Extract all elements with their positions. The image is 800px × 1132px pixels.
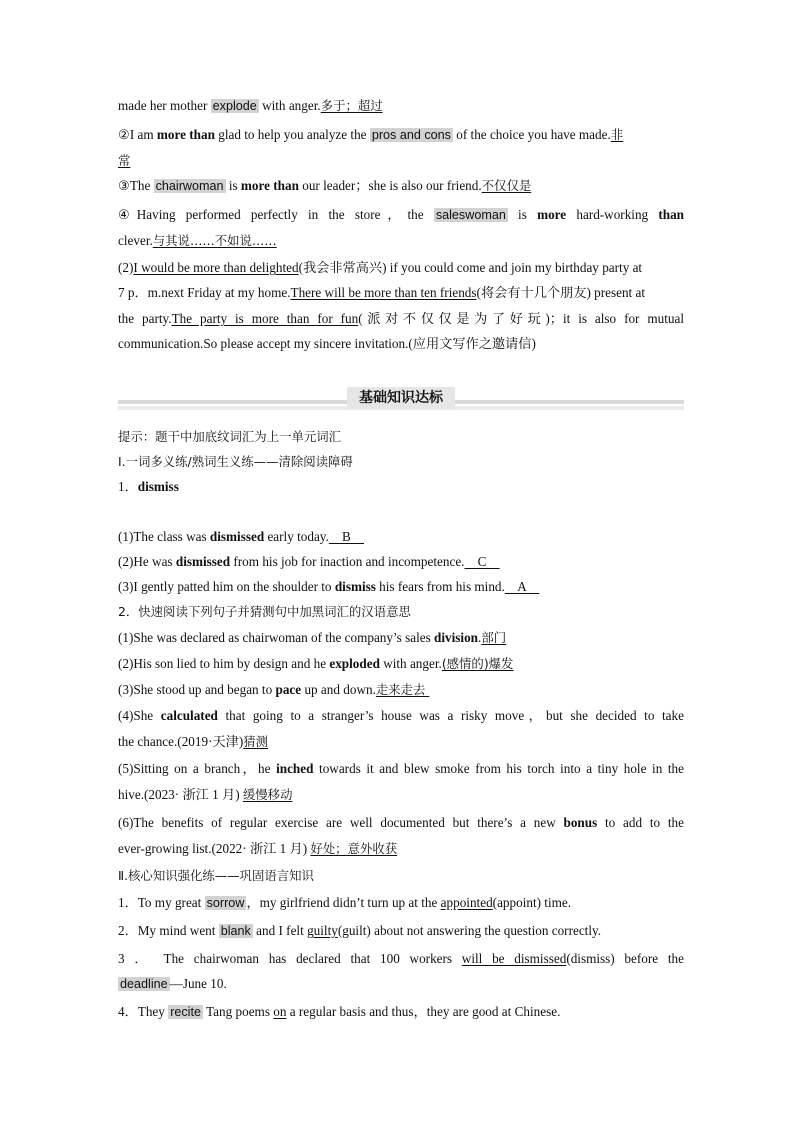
answer-blank: B [328,529,365,544]
section-2-title: Ⅱ.核心知识强化练——巩固语言知识 [118,868,314,883]
highlighted-word: chairwoman [155,179,224,193]
answer-text: will be dismissed [461,951,567,966]
q2-item-3: (3)She stood up and began to pace up and down.走来走去 [118,682,430,697]
q2-item-6-cont: ever-growing list.(2022· 浙江 1 月) 好处；意外收获 [118,841,398,856]
answer-text: I would be more than delighted [133,260,299,275]
s2-item-3: 3 ． The chairwoman has declared that 100 workers will be dismissed(dismiss) before the [118,951,684,966]
highlighted-word: pros and cons [371,128,451,142]
example-line-1: made her mother explode with anger.多于；超过 [118,98,383,113]
s2-item-3-cont: deadline —June 10. [120,976,227,991]
answer-text: 部门 [481,630,507,645]
highlighted-word: sorrow [206,896,245,910]
paragraph-2-line-1: (2)I would be more than delighted(我会非常高兴) if you could come and join my birthday party at [118,260,643,275]
answer-text: guilty [307,923,338,938]
highlighted-word: saleswoman [435,208,506,222]
example-line-3: ③The chairwoman is more than our leader；she is also our friend.不仅仅是 [118,178,532,193]
question-1-heading: 1．dismiss [118,479,179,494]
q1-item-2: (2)He was dismissed from his job for inaction and incompetence. C [118,554,500,569]
q1-item-3: (3)I gently patted him on the shoulder to dismiss his fears from his mind. A [118,579,540,594]
highlighted-word: recite [170,1005,201,1019]
tip-line: 提示：题干中加底纹词汇为上一单元词汇 [118,429,342,444]
answer-text: The party is more than for fun [171,311,359,326]
q2-item-5-cont: hive.(2023· 浙江 1 月) 缓慢移动 [118,787,293,802]
highlighted-word: blank [220,924,251,938]
answer-text: 常 [118,153,131,168]
q2-item-2: (2)His son lied to him by design and he exploded with anger.(感情的)爆发 [118,656,514,671]
answer-text: 缓慢移动 [242,787,293,802]
highlighted-word: explode [212,99,257,113]
answer-text: 好处；意外收获 [310,841,398,856]
s2-item-1: 1．To my great sorrow ，my girlfriend didn’t turn up at the appointed(appoint) time. [118,895,572,910]
question-2-heading: 2．快速阅读下列句子并猜测句中加黑词汇的汉语意思 [118,604,411,619]
answer-text: There will be more than ten friends [290,285,477,300]
answer-text: 与其说……不如说…… [152,233,277,248]
example-line-4-cont: clever.与其说……不如说…… [118,233,277,248]
q2-item-4: (4)She calculated that going to a stranger’s house was a risky move，but she decided to take [118,708,684,723]
answer-blank: A [504,579,540,594]
banner-title: 基础知识达标 [347,387,455,409]
highlighted-word: deadline [120,977,168,991]
q1-item-1: (1)The class was dismissed early today. B [118,529,365,544]
section-1-title: Ⅰ.一词多义练/熟词生义练——清除阅读障碍 [118,454,353,469]
q2-item-1: (1)She was declared as chairwoman of the company’s sales division.部门 [118,630,507,645]
paragraph-2-line-2: 7 p．m.next Friday at my home.There will be more than ten friends(将会有十几个朋友) present at [118,285,646,300]
q2-item-4-cont: the chance.(2019·天津)猜测 [118,734,269,749]
answer-text: appointed [440,895,493,910]
answer-blank: C [464,554,500,569]
s2-item-2: 2．My mind went blank and I felt guilty(guilt) about not answering the question correctly. [118,923,602,938]
s2-item-4: 4．They recite Tang poems on a regular basis and thus，they are good at Chinese. [118,1004,561,1019]
answer-text: (感情的)爆发 [441,656,514,671]
answer-text: 不仅仅是 [481,178,532,193]
answer-text: 走来走去 [375,682,430,697]
q2-item-5: (5)Sitting on a branch，he inched towards it and blew smoke from his torch into a tiny hole in the [118,761,685,776]
answer-text: 猜测 [243,734,269,749]
paragraph-2-line-4: communication.So please accept my sincere invitation.(应用文写作之邀请信) [118,336,536,351]
example-line-2-cont [118,152,684,170]
answer-text: 多于；超过 [320,98,383,113]
example-line-4: ④Having performed perfectly in the store，the saleswoman is more hard-working than [118,207,685,222]
example-line-2: ②I am more than glad to help you analyze the pros and cons of the choice you have made.非 [118,127,624,142]
paragraph-2-line-3: the party.The party is more than for fun(派对不仅仅是为了好玩)；it is also for mutual [118,311,684,326]
section-banner [118,386,684,412]
q2-item-6: (6)The benefits of regular exercise are well documented but there’s a new bonus to add to the [118,815,684,830]
answer-text: 非 [610,127,624,142]
answer-text: on [273,1004,287,1019]
